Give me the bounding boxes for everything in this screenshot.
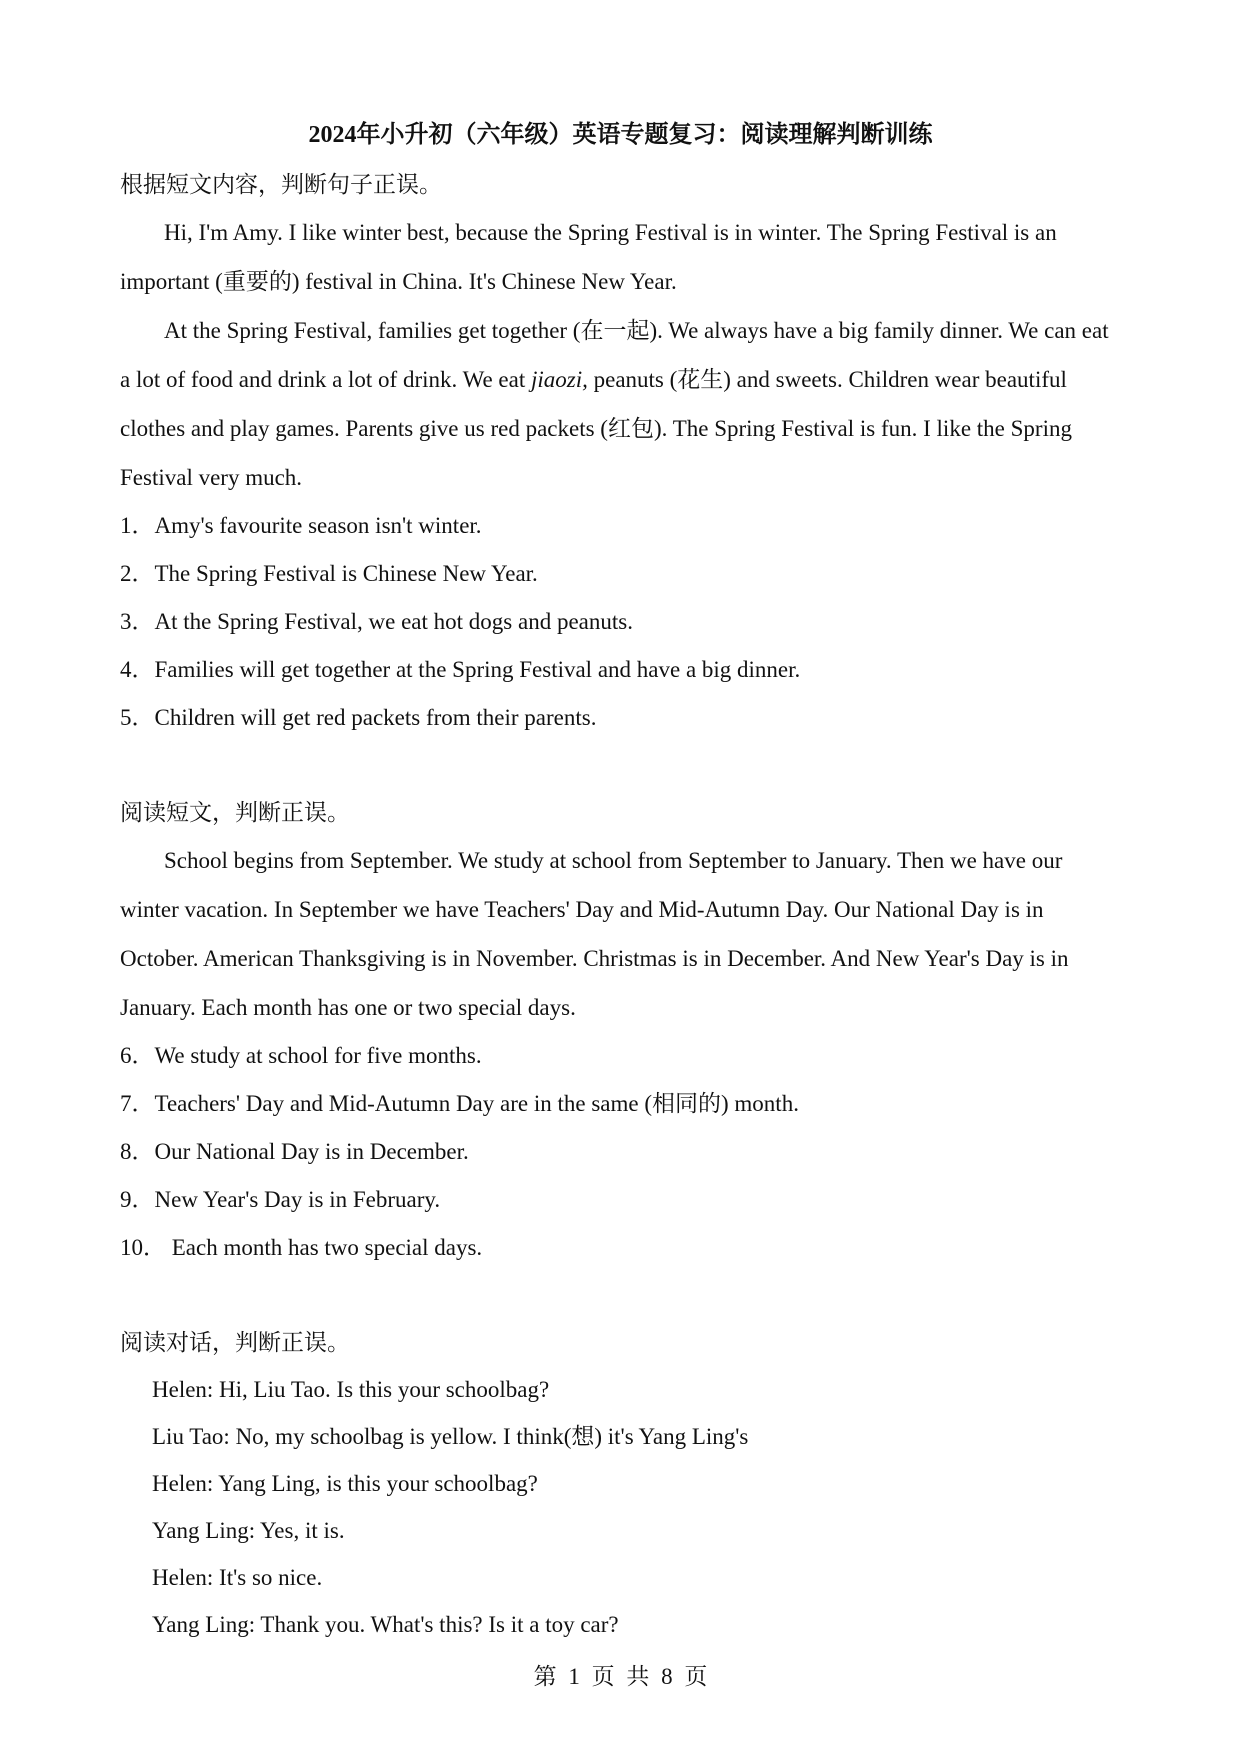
section-1-instruction: 根据短文内容，判断句子正误。 (120, 172, 442, 197)
section-1-paragraph-2 (120, 306, 1120, 502)
section-2-instruction: 阅读短文，判断正误。 (120, 800, 350, 825)
question-text: Amy's favourite season isn't winter. (154, 513, 482, 538)
question-text: At the Spring Festival, we eat hot dogs and peanuts. (154, 609, 633, 634)
question-number: 9． (120, 1187, 155, 1212)
question-text: Each month has two special days. (166, 1235, 483, 1260)
question-number: 1． (120, 513, 155, 538)
question-number: 5． (120, 705, 155, 730)
question-text: Teachers' Day and Mid-Autumn Day are in the same (相同的) month. (154, 1091, 799, 1116)
document-body (120, 162, 1120, 1648)
paragraph-text: peanuts (花生) and sweets. Children wear beautiful clothes and play games. Parents give us red packets (红包). The Spring Festival is fun. I like the Spring Festival very much. (120, 367, 1072, 490)
question-item (120, 1128, 1120, 1176)
dialogue-line: Helen: Hi, Liu Tao. Is this your schoolbag? (152, 1377, 550, 1402)
paragraph-text: At the Spring Festival, families get together (在一起). We always have a big family dinner. We can eat a lot of food and drink a lot of drink. We eat (120, 318, 1109, 392)
dialogue-line: Yang Ling: Yes, it is. (152, 1518, 345, 1543)
question-text: Families will get together at the Spring Festival and have a big dinner. (154, 657, 801, 682)
italic-word: jiaozi, (530, 367, 588, 392)
question-number: 7． (120, 1091, 155, 1116)
question-text: We study at school for five months. (154, 1043, 482, 1068)
question-item (120, 646, 1120, 694)
question-number: 6． (120, 1043, 155, 1068)
question-item (120, 598, 1120, 646)
section-1-paragraph-1: Hi, I'm Amy. I like winter best, because the Spring Festival is in winter. The Spring Festival is an important (重要的) festival in China. It's Chinese New Year. (120, 220, 1057, 294)
question-item (120, 694, 1120, 742)
question-item (120, 550, 1120, 598)
question-item (120, 1032, 1120, 1080)
section-spacer (120, 1272, 1120, 1320)
dialogue-line: Helen: It's so nice. (152, 1565, 323, 1590)
question-item (120, 1080, 1120, 1128)
dialogue-line: Yang Ling: Thank you. What's this? Is it a toy car? (152, 1612, 619, 1637)
section-2-paragraph: School begins from September. We study at school from September to January. Then we have our winter vacation. In September we have Teachers' Day and Mid-Autumn Day. Our National Day is in October. American Thanksgiving is in November. Christmas is in December. And New Year's Day is in January. Each month has one or two special days. (120, 848, 1069, 1020)
question-item (120, 502, 1120, 550)
question-number: 2． (120, 561, 155, 586)
question-text: Children will get red packets from their parents. (154, 705, 597, 730)
page-title: 2024年小升初（六年级）英语专题复习：阅读理解判断训练 (308, 122, 933, 148)
question-item (120, 1176, 1120, 1224)
dialogue-line: Helen: Yang Ling, is this your schoolbag? (152, 1471, 538, 1496)
question-text: New Year's Day is in February. (154, 1187, 441, 1212)
question-number: 4． (120, 657, 155, 682)
section-spacer (120, 742, 1120, 790)
question-number: 3． (120, 609, 155, 634)
page-footer: 第 1 页 共 8 页 (533, 1664, 708, 1689)
question-text: The Spring Festival is Chinese New Year. (154, 561, 538, 586)
question-number: 10． (120, 1235, 166, 1260)
question-text: Our National Day is in December. (154, 1139, 469, 1164)
question-item (120, 1224, 1120, 1272)
dialogue-line: Liu Tao: No, my schoolbag is yellow. I think(想) it's Yang Ling's (152, 1424, 749, 1449)
section-3-instruction: 阅读对话，判断正误。 (120, 1330, 350, 1355)
question-number: 8． (120, 1139, 155, 1164)
